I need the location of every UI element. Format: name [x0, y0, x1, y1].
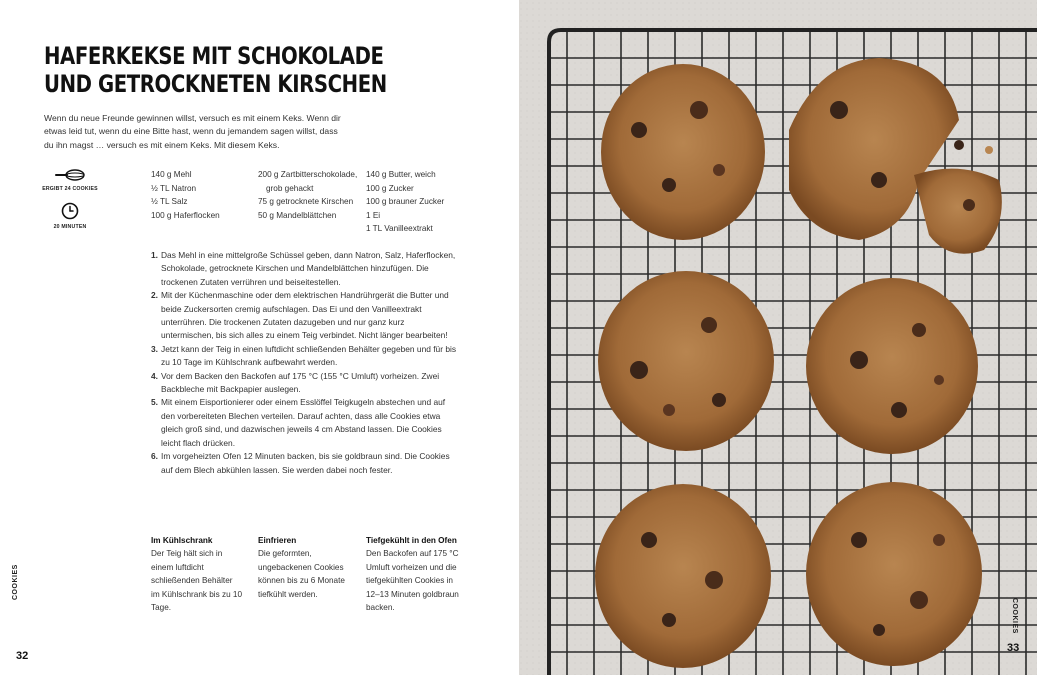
recipe-title-line-2: UND GETROCKNETEN KIRSCHEN [44, 70, 387, 98]
page-number-right: 33 [1007, 642, 1020, 654]
step-item [151, 450, 457, 477]
tip-heading: Tiefgekühlt in den Ofen [366, 536, 457, 545]
tip-freeze [258, 534, 354, 601]
step-number: 4. [151, 370, 158, 381]
whisk-icon [55, 168, 85, 182]
section-label-right: COOKIES [1011, 598, 1018, 634]
recipe-title [44, 42, 405, 98]
ingredient: ½ TL Natron [151, 183, 197, 193]
time-label: 20 MINUTEN [53, 224, 87, 230]
recipe-intro: Wenn du neue Freunde gewinnen willst, versuch es mit einem Keks. Wenn dir etwas leid tut, wenn du eine Bitte hast, wenn du jemandem sagen willst, dass du ihn magst … versuch es mit einem Keks. Mit diesem Keks. [44, 113, 341, 150]
step-number: 6. [151, 451, 158, 462]
cookie [595, 484, 771, 668]
ingredient: 100 g Haferflocken [151, 210, 220, 220]
ingredient: ½ TL Salz [151, 197, 188, 207]
step-item [151, 249, 457, 289]
step-item [151, 343, 457, 370]
tip-frozen-bake [366, 534, 462, 614]
recipe-title-line-1: HAFERKEKSE MIT SCHOKOLADE [44, 42, 384, 70]
ingredients-column-3 [366, 168, 444, 236]
step-text: Das Mehl in eine mittelgroße Schüssel geben, dann Natron, Salz, Haferflocken, Schokolade, getrocknete Kirschen und Mandelblättchen hinzufügen. Die trockenen Zutaten verrühren und beiseitestellen. [161, 250, 456, 287]
section-label-left: COOKIES [12, 564, 19, 600]
clock-icon [61, 202, 79, 220]
tip-heading: Im Kühlschrank [151, 536, 213, 545]
step-item [151, 289, 457, 343]
cookie-photo [519, 0, 1037, 675]
ingredient: 200 g Zartbitterschokolade, [258, 170, 358, 179]
step-text: Jetzt kann der Teig in einen luftdicht schließenden Behälter gegeben und für bis zu 10 Tage im Kühlschrank aufbewahrt werden. [161, 343, 457, 368]
ingredient: 140 g Mehl [151, 170, 192, 179]
ingredient: 1 Ei [366, 210, 381, 220]
tip-text: Der Teig hält sich in einem luftdicht schließenden Behälter im Kühlschrank bis zu 10 Tage. [151, 549, 243, 613]
cookie [601, 64, 765, 240]
yield-label: ERGIBT 24 COOKIES [42, 186, 98, 192]
step-number: 5. [151, 397, 158, 408]
tip-text: Die geformten, ungebackenen Cookies können bis zu 6 Monate tiefkühlt werden. [258, 549, 345, 599]
step-text: Vor dem Backen den Backofen auf 175 °C (155 °C Umluft) vorheizen. Zwei Backbleche mit Backpapier auslegen. [161, 370, 440, 395]
tip-fridge [151, 534, 243, 614]
tip-heading: Einfrieren [258, 536, 297, 545]
ingredient: 1 TL Vanilleextrakt [366, 224, 433, 234]
page-number-left: 32 [16, 650, 29, 662]
step-text: Im vorgeheizten Ofen 12 Minuten backen, bis sie goldbraun sind. Die Cookies auf dem Blech abkühlen lassen. Sie werden dabei noch fester. [161, 451, 450, 475]
tip-text: Den Backofen auf 175 °C Umluft vorheizen und die tiefgekühlten Cookies in 12–13 Minuten goldbraun backen. [366, 549, 459, 613]
recipe-meta [40, 168, 100, 230]
step-number: 3. [151, 343, 158, 354]
step-text: Mit der Küchenmaschine oder dem elektrischen Handrührgerät die Butter und beide Zuckersorten cremig aufschlagen. Das Ei und den Vanilleextrakt unterrühren. Die trockenen Zutaten dazugeben und nur ganz kurz untermischen, bis sich alles zu einem Teig verbindet. Nicht länger bearbeiten! [161, 290, 449, 341]
cooling-rack-photo [519, 0, 1037, 675]
cookie [806, 278, 978, 454]
step-number: 2. [151, 290, 158, 301]
ingredient: 100 g Zucker [366, 183, 414, 193]
cookie [806, 482, 982, 666]
ingredient: 140 g Butter, weich [366, 170, 436, 179]
step-number: 1. [151, 250, 158, 260]
step-item [151, 396, 457, 450]
ingredients-column-1 [151, 168, 220, 222]
ingredient: 100 g brauner Zucker [366, 197, 445, 207]
step-item [151, 370, 457, 397]
ingredient: 50 g Mandelblättchen [258, 210, 337, 220]
recipe-steps [151, 249, 457, 477]
cookie [598, 271, 774, 451]
step-text: Mit einem Eisportionierer oder einem Esslöffel Teigkugeln abstechen und auf den vorbereiteten Blechen verteilen. Darauf achten, dass alle Cookies etwa gleich groß sind, und dazwischen jeweils 4 cm Abstand lassen. Die Cookies leicht flach drücken. [161, 397, 446, 448]
ingredient: grob gehackt [266, 183, 314, 193]
ingredient: 75 g getrocknete Kirschen [258, 197, 354, 207]
ingredients-column-2 [258, 168, 357, 222]
